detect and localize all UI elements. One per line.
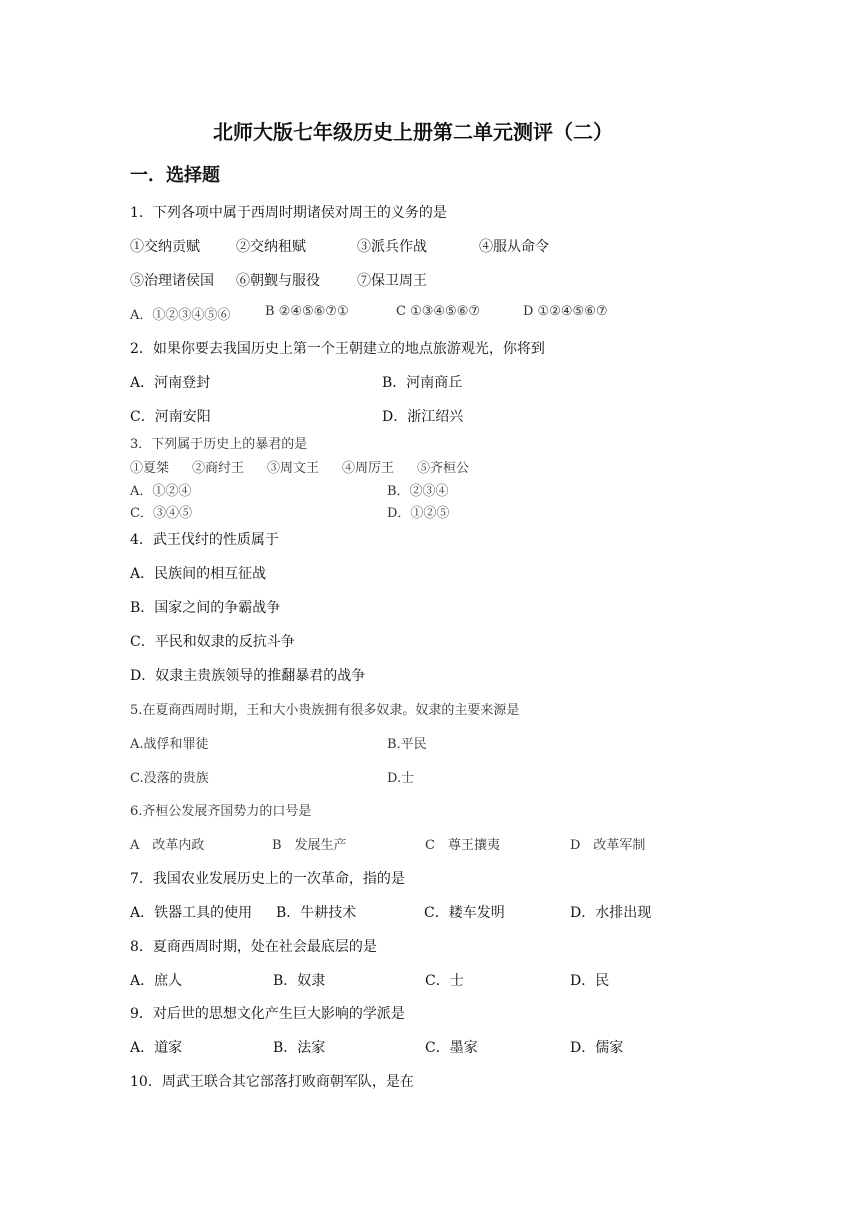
q3-item: ④周厉王 xyxy=(342,461,395,476)
q2-option-b: B．河南商丘 xyxy=(382,375,463,391)
q6-option-b: B 发展生产 xyxy=(272,838,347,853)
q7-option-b: B．牛耕技术 xyxy=(276,905,357,921)
q6-option-c: C 尊王攘夷 xyxy=(425,838,500,853)
question-1-stem: 1．下列各项中属于西周时期诸侯对周王的义务的是 xyxy=(130,205,447,221)
q8-option-b: B．奴隶 xyxy=(273,973,326,989)
q8-option-c: C．士 xyxy=(425,973,464,989)
q3-option-d: D．①②⑤ xyxy=(387,506,450,521)
q3-item: ②商纣王 xyxy=(192,461,245,476)
q4-option-c: C．平民和奴隶的反抗斗争 xyxy=(130,634,295,650)
question-8-stem: 8．夏商西周时期，处在社会最底层的是 xyxy=(130,939,377,955)
q5-option-c: C.没落的贵族 xyxy=(130,771,209,786)
q3-option-b: B．②③④ xyxy=(387,484,449,499)
q1-option-c: C ①③④⑤⑥⑦ xyxy=(396,304,481,319)
question-9-stem: 9．对后世的思想文化产生巨大影响的学派是 xyxy=(130,1006,405,1022)
q1-option-a: A．①②③④⑤⑥ xyxy=(130,308,231,323)
q6-option-d: D 改革军制 xyxy=(570,838,646,853)
q3-option-a: A．①②④ xyxy=(130,484,192,499)
question-4-stem: 4．武王伐纣的性质属于 xyxy=(130,532,279,548)
question-6-stem: 6.齐桓公发展齐国势力的口号是 xyxy=(130,804,312,819)
q3-item: ⑤齐桓公 xyxy=(417,461,470,476)
q5-option-b: B.平民 xyxy=(387,737,427,752)
question-5-stem: 5.在夏商西周时期，王和大小贵族拥有很多奴隶。奴隶的主要来源是 xyxy=(130,703,520,718)
q4-option-d: D．奴隶主贵族领导的推翻暴君的战争 xyxy=(130,668,366,684)
q1-item: ④服从命令 xyxy=(479,239,549,255)
q8-option-a: A．庶人 xyxy=(130,973,183,989)
q5-option-a: A.战俘和罪徒 xyxy=(130,737,209,752)
question-2-stem: 2．如果你要去我国历史上第一个王朝建立的地点旅游观光，你将到 xyxy=(130,341,545,357)
q2-option-a: A．河南登封 xyxy=(130,375,211,391)
q8-option-d: D．民 xyxy=(570,973,610,989)
q3-item: ③周文王 xyxy=(267,461,320,476)
q7-option-d: D．水排出现 xyxy=(570,905,652,921)
q2-option-c: C．河南安阳 xyxy=(130,409,211,425)
q4-option-a: A．民族间的相互征战 xyxy=(130,566,267,582)
question-7-stem: 7．我国农业发展历史上的一次革命，指的是 xyxy=(130,871,405,887)
question-3-stem: 3．下列属于历史上的暴君的是 xyxy=(130,437,308,452)
q1-option-d: D ①②④⑤⑥⑦ xyxy=(523,304,608,319)
q6-option-a: A 改革内政 xyxy=(130,838,205,853)
q1-item: ②交纳租赋 xyxy=(236,239,306,255)
q2-option-d: D．浙江绍兴 xyxy=(382,409,464,425)
q9-option-a: A．道家 xyxy=(130,1040,183,1056)
q7-option-c: C．耧车发明 xyxy=(424,905,505,921)
q1-item: ①交纳贡赋 xyxy=(130,239,200,255)
q9-option-c: C．墨家 xyxy=(425,1040,478,1056)
q3-option-c: C．③④⑤ xyxy=(130,506,192,521)
q9-option-b: B．法家 xyxy=(273,1040,326,1056)
q9-option-d: D．儒家 xyxy=(570,1040,624,1056)
q1-option-b: B ②④⑤⑥⑦① xyxy=(265,304,349,319)
q4-option-b: B．国家之间的争霸战争 xyxy=(130,600,281,616)
q1-item: ⑥朝觐与服役 xyxy=(236,273,320,289)
q1-item: ⑦保卫周王 xyxy=(357,273,427,289)
q7-option-a: A．铁器工具的使用 xyxy=(130,905,253,921)
question-10-stem: 10．周武王联合其它部落打败商朝军队，是在 xyxy=(130,1074,414,1090)
q1-item: ⑤治理诸侯国 xyxy=(130,273,214,289)
q5-option-d: D.士 xyxy=(387,771,415,786)
q1-item: ③派兵作战 xyxy=(357,239,427,255)
page-title: 北师大版七年级历史上册第二单元测评（二） xyxy=(213,120,613,144)
section-heading: 一．选择题 xyxy=(130,165,220,186)
q3-item: ①夏桀 xyxy=(130,461,170,476)
